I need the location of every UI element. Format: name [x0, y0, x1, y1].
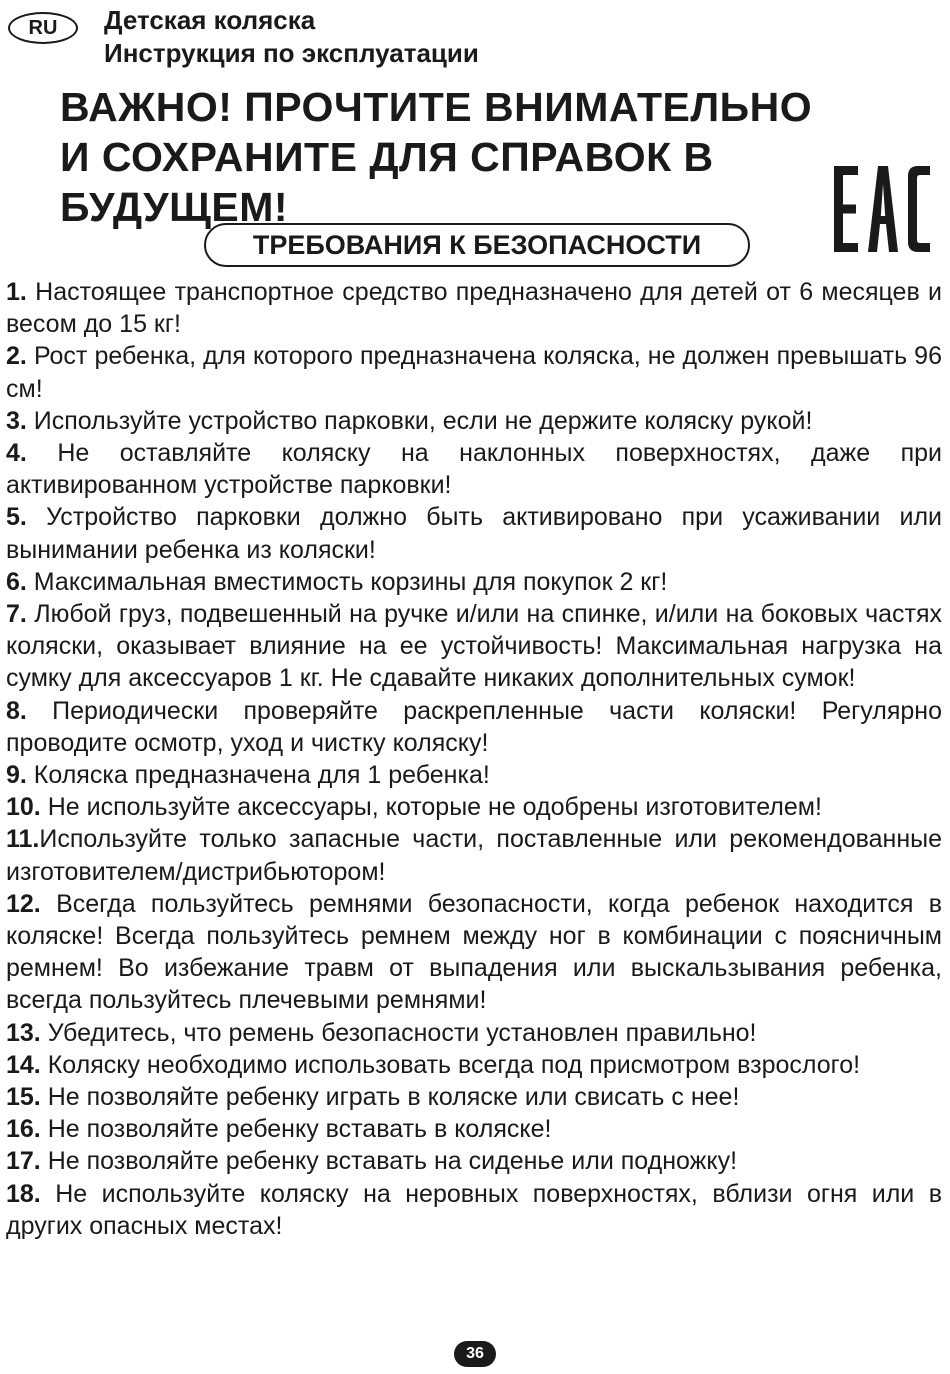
rule-number: 17.	[6, 1147, 41, 1176]
warning-line-1: ВАЖНО! ПРОЧТИТЕ ВНИМАТЕЛЬНО	[60, 84, 813, 130]
rule-number: 5.	[6, 503, 27, 532]
document-title	[104, 4, 479, 70]
rule-text: Не позволяйте ребенку вставать в коляске!	[40, 1115, 552, 1144]
safety-rule	[6, 340, 942, 404]
rule-text: Периодически проверяйте раскрепленные части коляски! Регулярно проводите осмотр, уход и чистку коляску!	[6, 696, 942, 757]
language-code: RU	[28, 16, 58, 39]
product-name: Детская коляска	[104, 5, 316, 35]
rule-text: Коляска предназначена для 1 ребенка!	[26, 761, 490, 790]
safety-rule	[6, 759, 942, 791]
safety-rule	[6, 791, 942, 823]
rule-number: 8.	[6, 696, 27, 725]
safety-rules-list	[6, 276, 942, 1242]
safety-rule	[6, 1145, 942, 1177]
warning-line-2: И СОХРАНИТЕ ДЛЯ СПРАВОК В	[60, 134, 714, 180]
rule-text: Убедитесь, что ремень безопасности установлен правильно!	[40, 1018, 757, 1047]
safety-rule	[6, 695, 942, 759]
safety-rule	[6, 1017, 942, 1049]
eac-certification-mark	[834, 166, 930, 257]
rule-number: 13.	[6, 1018, 41, 1047]
safety-rule	[6, 501, 942, 565]
rule-text: Не позволяйте ребенку играть в коляске или свисать с нее!	[40, 1083, 740, 1112]
safety-rule	[6, 823, 942, 887]
safety-rule	[6, 1081, 942, 1113]
rule-number: 2.	[6, 342, 27, 371]
rule-number: 6.	[6, 567, 27, 596]
rule-number: 3.	[6, 406, 27, 435]
rule-number: 14.	[6, 1050, 41, 1079]
safety-rule	[6, 566, 942, 598]
rule-number: 18.	[6, 1179, 41, 1208]
rule-text: Настоящее транспортное средство предназначено для детей от 6 месяцев и весом до 15 кг!	[6, 278, 942, 339]
rule-text: Используйте устройство парковки, если не держите коляску рукой!	[26, 406, 813, 435]
rule-text: Любой груз, подвешенный на ручке и/или на спинке, и/или на боковых частях коляски, оказывает влияние на ее устойчивость! Максимальная нагрузка на сумку для аксессуаров 1 кг. Не сдавайте никаких дополнительных сумок!	[6, 600, 942, 693]
safety-rule	[6, 1049, 942, 1081]
rule-number: 4.	[6, 439, 27, 468]
rule-text: Не оставляйте коляску на наклонных поверхностях, даже при активированном устройстве парковки!	[6, 439, 942, 500]
rule-text: Всегда пользуйтесь ремнями безопасности, когда ребенок находится в коляске! Всегда пользуйтесь ремнем между ног в комбинации с поясничным ремнем! Во избежание травм от выпадения или выскальзывания ребенка, всегда пользуйтесь плечевыми ремнями!	[6, 889, 942, 1015]
rule-number: 16.	[6, 1115, 41, 1144]
rule-text: Не используйте коляску на неровных поверхностях, вблизи огня или в других опасных местах!	[6, 1179, 942, 1240]
language-badge	[8, 12, 78, 44]
safety-rule	[6, 888, 942, 1017]
rule-number: 11.	[6, 825, 40, 854]
eac-logo-icon	[834, 166, 930, 252]
safety-rule	[6, 405, 942, 437]
rule-number: 7.	[6, 600, 27, 629]
rule-number: 12.	[6, 889, 41, 918]
rule-number: 9.	[6, 761, 27, 790]
rule-text: Коляску необходимо использовать всегда под присмотром взрослого!	[40, 1050, 861, 1079]
rule-number: 1.	[6, 278, 27, 306]
rule-number: 15.	[6, 1083, 41, 1112]
safety-rule	[6, 1113, 942, 1145]
rule-number: 10.	[6, 793, 41, 822]
safety-requirements-heading	[204, 223, 750, 267]
rule-text: Максимальная вместимость корзины для покупок 2 кг!	[26, 567, 668, 596]
manual-subtitle: Инструкция по эксплуатации	[104, 38, 479, 68]
page-number-badge	[454, 1341, 496, 1367]
warning-line-3: БУДУЩЕМ!	[60, 184, 289, 230]
rule-text: Рост ребенка, для которого предназначена коляска, не должен превышать 96 см!	[6, 342, 942, 403]
safety-rule	[6, 598, 942, 695]
safety-rule	[6, 276, 942, 340]
rule-text: Не используйте аксессуары, которые не одобрены изготовителем!	[40, 793, 822, 822]
important-warning	[60, 82, 812, 232]
rule-text: Устройство парковки должно быть активировано при усаживании или вынимании ребенка из коляски!	[6, 503, 942, 564]
rule-text: Не позволяйте ребенку вставать на сиденье или подножку!	[40, 1147, 738, 1176]
rule-text: Используйте только запасные части, поставленные или рекомендованные изготовителем/дистрибьютором!	[6, 825, 942, 886]
safety-rule	[6, 437, 942, 501]
safety-rule	[6, 1178, 942, 1242]
section-title: ТРЕБОВАНИЯ К БЕЗОПАСНОСТИ	[252, 229, 702, 260]
page-number: 36	[466, 1345, 484, 1362]
